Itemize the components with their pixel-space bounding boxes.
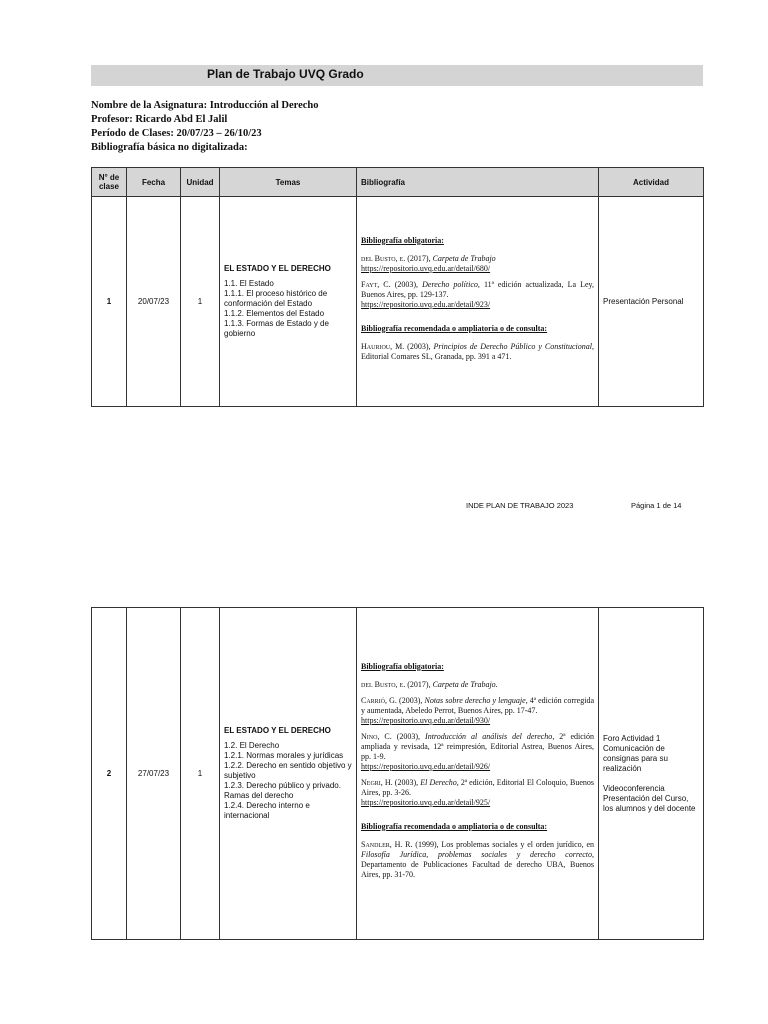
- row-actividad: [599, 608, 704, 940]
- row-fecha: 27/07/23: [127, 608, 181, 940]
- bib-link[interactable]: https://repositorio.uvq.edu.ar/detail/925/: [361, 797, 491, 807]
- header-temas: Temas: [220, 168, 357, 197]
- row-temas: [220, 608, 357, 940]
- bib-recomendada-heading: Bibliografía recomendada o ampliatoria o de consulta:: [361, 821, 548, 831]
- bib-entry: del Busto, e. (2017), Carpeta de Trabajo https://repositorio.uvq.edu.ar/detail/680/: [361, 253, 496, 273]
- bib-entry: Carrió, G. (2003), Notas sobre derecho y lenguaje, 4ª edición corregida y aumentada, Abeledo Perrot, Buenos Aires, pp. 17-47. https://repositorio.uvq.edu.ar/detail/930/: [361, 695, 595, 725]
- temas-item: 1.1.1. El proceso histórico de conformación del Estado: [224, 289, 328, 308]
- row-unidad: 1: [181, 608, 220, 940]
- actividad-item: Videoconferencia Presentación del Curso, los alumnos y del docente: [603, 783, 696, 813]
- row-unidad: 1: [181, 197, 220, 407]
- actividad-item: Comunicación de consignas para su realización: [603, 743, 668, 773]
- header-bibliografia: Bibliografía: [357, 168, 599, 197]
- temas-item: 1.2.2. Derecho en sentido objetivo y subjetivo: [224, 761, 352, 780]
- temas-item: 1.1.2. Elementos del Estado: [224, 309, 325, 318]
- bib-link[interactable]: https://repositorio.uvq.edu.ar/detail/926/: [361, 761, 491, 771]
- row-temas: [220, 197, 357, 407]
- bib-entry: Negri, H. (2003), El Derecho, 2ª edición, Editorial El Coloquio, Buenos Aires, pp. 3-26. https://repositorio.uvq.edu.ar/detail/925/: [361, 777, 595, 807]
- row-fecha: 20/07/23: [127, 197, 181, 407]
- footer-label: INDE PLAN DE TRABAJO 2023: [466, 501, 574, 510]
- table-row: [92, 197, 704, 407]
- temas-item: 1.2.4. Derecho interno e internacional: [224, 801, 310, 820]
- subject-name: Nombre de la Asignatura: Introducción al Derecho: [91, 100, 319, 111]
- actividad-item: Foro Actividad 1: [603, 733, 661, 743]
- temas-title: EL ESTADO Y EL DERECHO: [224, 726, 331, 735]
- header-unidad: Unidad: [181, 168, 220, 197]
- bib-link[interactable]: https://repositorio.uvq.edu.ar/detail/923/: [361, 299, 491, 309]
- header-fecha: Fecha: [127, 168, 181, 197]
- bib-recomendada-heading: Bibliografía recomendada o ampliatoria o de consulta:: [361, 323, 548, 333]
- footer-page-number: Página 1 de 14: [631, 501, 682, 510]
- bib-entry: del Busto, e. (2017), Carpeta de Trabajo.: [361, 679, 498, 689]
- row-actividad: Presentación Personal: [599, 197, 704, 407]
- bib-link[interactable]: https://repositorio.uvq.edu.ar/detail/680/: [361, 263, 491, 273]
- bib-link[interactable]: https://repositorio.uvq.edu.ar/detail/930/: [361, 715, 491, 725]
- header-actividad: Actividad: [599, 168, 704, 197]
- temas-item: 1.2. El Derecho: [224, 741, 280, 750]
- temas-item: 1.2.1. Normas morales y jurídicas: [224, 751, 344, 760]
- table-row: [92, 608, 704, 940]
- bib-entry: Fayt, C. (2003), Derecho político, 11ª edición actualizada, La Ley, Buenos Aires, pp. 129-137. https://repositorio.uvq.edu.ar/detail/923/: [361, 279, 594, 309]
- table-header-row: [92, 168, 704, 197]
- page-title: Plan de Trabajo UVQ Grado: [207, 67, 364, 81]
- row-clase: 2: [92, 608, 127, 940]
- plan-table-page-2: [91, 607, 704, 940]
- bib-obligatoria-heading: Bibliografía obligatoria:: [361, 235, 444, 245]
- temas-item: 1.1. El Estado: [224, 279, 274, 288]
- temas-item: 1.2.3. Derecho público y privado. Ramas del derecho: [224, 781, 341, 800]
- professor-name: Profesor: Ricardo Abd El Jalil: [91, 114, 228, 125]
- header-clase: N° de clase: [92, 168, 127, 197]
- plan-table-page-1: [91, 167, 704, 407]
- row-bibliografia: [357, 608, 599, 940]
- row-bibliografia: [357, 197, 599, 407]
- course-meta: [91, 99, 319, 155]
- row-clase: 1: [92, 197, 127, 407]
- bib-entry: Hauriou, M. (2003), Principios de Derecho Público y Constitucional, Editorial Comares SL, Granada, pp. 391 a 471.: [361, 341, 594, 361]
- temas-title: EL ESTADO Y EL DERECHO: [224, 264, 331, 273]
- title-bar: [91, 65, 703, 86]
- bib-entry: Nino, C. (2003), Introducción al análisis del derecho, 2ª edición ampliada y revisada, 12ª reimpresión, Editorial Astrea, Buenos Aires, pp. 1-9. https://repositorio.uvq.edu.ar/detail/926/: [361, 731, 595, 771]
- bib-obligatoria-heading: Bibliografía obligatoria:: [361, 661, 444, 671]
- basic-bibliography-label: Bibliografía básica no digitalizada:: [91, 142, 248, 153]
- class-period: Período de Clases: 20/07/23 – 26/10/23: [91, 128, 262, 139]
- temas-item: 1.1.3. Formas de Estado y de gobierno: [224, 319, 329, 338]
- bib-entry: Sandler, H. R. (1999), Los problemas sociales y el orden jurídico, en Filosofía Jurídica, problemas sociales y derecho correcto, Departamento de Publicaciones Facultad de derecho UBA, Buenos Aires, pp. 31-70.: [361, 839, 594, 879]
